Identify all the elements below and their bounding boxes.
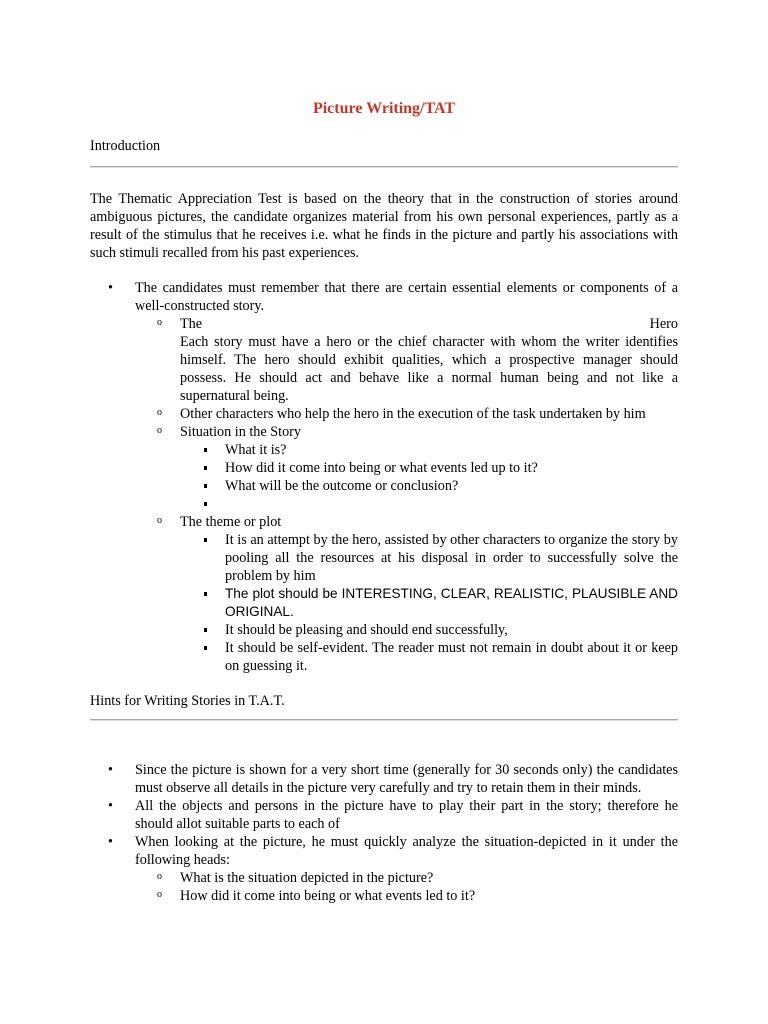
story-elements-list <box>90 279 678 675</box>
hints-divider <box>90 719 678 721</box>
list-item: It should be pleasing and should end successfully, <box>180 621 678 639</box>
page-title: Picture Writing/TAT <box>312 100 456 117</box>
hint-text: • When looking at the picture, he must quickly analyze the situation-depicted in it under the following heads: <box>135 834 678 868</box>
list-item: o What is the situation depicted in the picture? <box>135 869 678 887</box>
list-item <box>90 797 678 833</box>
list-item: o How did it come into being or what events led to it? <box>135 887 678 905</box>
introduction-paragraph: The Thematic Appreciation Test is based on the theory that in the construction of stories around ambiguous pictures, the candidate organizes material from his own personal experiences, partly as a result of the stimulus that he receives i.e. what he finds in the picture and partly his associations with such stimuli recalled from his past experiences. <box>90 191 678 261</box>
list-item <box>90 761 678 797</box>
list-item <box>90 279 678 675</box>
list-item <box>90 833 678 905</box>
list-item: What it is? <box>180 441 678 459</box>
list-item: What will be the outcome or conclusion? <box>180 477 678 495</box>
situation-label: o Situation in the Story <box>180 424 301 440</box>
introduction-heading: Introduction <box>90 138 161 154</box>
situation-sublist <box>180 441 678 513</box>
theme-label: o The theme or plot <box>180 514 282 530</box>
hero-label-left: o The <box>180 316 203 332</box>
hero-label-right: Hero <box>649 316 678 332</box>
list-item-empty <box>180 495 678 513</box>
list-item: It is an attempt by the hero, assisted by other characters to organize the story by pooling all the resources at his disposal in order to successfully solve the problem by him <box>180 531 678 585</box>
list-item-other-characters <box>135 405 678 423</box>
hero-label-row <box>180 315 678 333</box>
hints-sublist <box>135 869 678 905</box>
hero-description: Each story must have a hero or the chief character with whom the writer identifies himself. The hero should exhibit qualities, which a prospective manager should possess. He should act and behave like a normal human being and not like a supernatural being. <box>180 334 678 404</box>
hint-text: • All the objects and persons in the picture have to play their part in the story; therefore he should allot suitable parts to each of <box>135 798 678 832</box>
list-item: It should be self-evident. The reader must not remain in doubt about it or keep on guessing it. <box>180 639 678 675</box>
story-elements-lead: • The candidates must remember that there are certain essential elements or components of a well-constructed story. <box>135 280 678 314</box>
list-item-theme <box>135 513 678 675</box>
list-item-hero <box>135 315 678 405</box>
hint-text: • Since the picture is shown for a very short time (generally for 30 seconds only) the candidates must observe all details in the picture very carefully and try to retain them in their minds. <box>135 762 678 796</box>
list-item-situation <box>135 423 678 513</box>
other-characters-text: o Other characters who help the hero in the execution of the task undertaken by him <box>180 406 646 422</box>
list-item: The plot should be INTERESTING, CLEAR, REALISTIC, PLAUSIBLE AND ORIGINAL. <box>180 585 678 621</box>
hints-list <box>90 761 678 905</box>
introduction-divider <box>90 166 678 168</box>
list-item: How did it come into being or what events led up to it? <box>180 459 678 477</box>
story-elements-sublist <box>135 315 678 675</box>
theme-sublist <box>180 531 678 675</box>
hints-heading: Hints for Writing Stories in T.A.T. <box>90 693 285 709</box>
